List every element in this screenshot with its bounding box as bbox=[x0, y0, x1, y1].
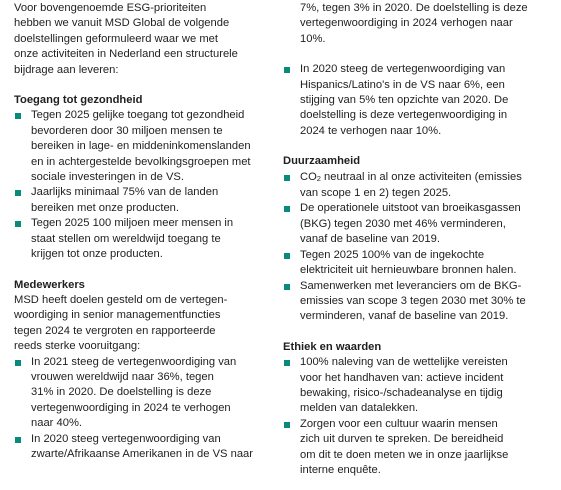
item-line: In 2021 steeg de vertegenwoordiging van bbox=[31, 355, 237, 368]
text-line: MSD heeft doelen gesteld om de vertegen- bbox=[14, 293, 228, 306]
square-bullet-icon bbox=[15, 190, 21, 196]
list-item bbox=[14, 432, 276, 463]
item-line: 31% in 2020. De doelstelling is deze bbox=[31, 386, 212, 399]
item-line: vrouwen wereldwijd naar 36%, tegen bbox=[31, 370, 214, 383]
text-line: tegen 2024 te vergroten en rapporteerde bbox=[14, 324, 216, 337]
spacer bbox=[283, 139, 545, 154]
list-item bbox=[283, 62, 545, 139]
square-bullet-icon bbox=[284, 206, 290, 212]
item-line: Samenwerken met leveranciers om de BKG- bbox=[300, 279, 522, 292]
item-line: sociale investeringen in de VS. bbox=[31, 171, 184, 184]
item-line: Tegen 2025 gelijke toegang tot gezondheid bbox=[31, 109, 245, 122]
item-line: 2024 te verhogen naar 10%. bbox=[300, 124, 442, 137]
intro-line: hebben we vanuit MSD Global de volgende bbox=[14, 17, 230, 30]
subscript-text: 2 bbox=[316, 173, 321, 183]
item-line: Hispanics/Latino's in de VS naar 6%, een bbox=[300, 78, 505, 91]
section-heading-ethiek: Ethiek en waarden bbox=[283, 340, 382, 353]
item-line: vanaf de baseline van 2019. bbox=[300, 233, 440, 246]
intro-line: bijdrage aan leveren: bbox=[14, 63, 119, 76]
square-bullet-icon bbox=[284, 253, 290, 259]
item-line: De operationele uitstoot van broeikasgassen bbox=[300, 202, 521, 215]
item-line: bevorderen door 30 miljoen mensen te bbox=[31, 124, 223, 137]
square-bullet-icon bbox=[284, 422, 290, 428]
item-line: Tegen 2025 100 miljoen meer mensen in bbox=[31, 217, 234, 230]
item-line: doelstelling is deze vertegenwoordiging in bbox=[300, 109, 508, 122]
item-line: 100% naleving van de wettelijke vereisten bbox=[300, 356, 508, 369]
section-heading-medewerkers: Medewerkers bbox=[14, 278, 85, 291]
toegang-list bbox=[14, 108, 276, 262]
item-line: emissies van scope 3 tegen 2030 met 30% te bbox=[300, 294, 526, 307]
item-line: bereiken met onze producten. bbox=[31, 201, 180, 214]
item-line: bewaking, risico-/schadeanalyse en tijdig bbox=[300, 386, 503, 399]
intro-paragraph bbox=[14, 1, 276, 78]
intro-line: doelstellingen geformuleerd waar we met bbox=[14, 32, 218, 45]
item-line: staat stellen om wereldwijd toegang te bbox=[31, 232, 221, 245]
square-bullet-icon bbox=[284, 67, 290, 73]
item-line: interne enquête. bbox=[300, 463, 381, 476]
square-bullet-icon bbox=[284, 175, 290, 181]
list-item bbox=[283, 355, 545, 417]
ethiek-list bbox=[283, 355, 545, 478]
text-line: woordiging in senior managementfuncties bbox=[14, 309, 221, 322]
intro-line: Voor bovengenoemde ESG-prioriteiten bbox=[14, 2, 207, 14]
item-line: elektriciteit uit hernieuwbare bronnen halen. bbox=[300, 264, 517, 277]
list-item bbox=[283, 170, 545, 202]
item-line: verminderen, vanaf de baseline van 2019. bbox=[300, 310, 509, 323]
medewerkers-list bbox=[14, 355, 276, 463]
medewerkers-list-continued bbox=[283, 62, 545, 139]
medewerkers-continuation bbox=[283, 1, 545, 47]
list-item bbox=[14, 108, 276, 185]
list-item bbox=[14, 355, 276, 432]
text-line: reeds sterke vooruitgang: bbox=[14, 340, 141, 353]
spacer bbox=[283, 325, 545, 340]
item-line: In 2020 steeg de vertegenwoordiging van bbox=[300, 63, 506, 76]
item-line: en in achtergestelde bevolkingsgroepen met bbox=[31, 155, 251, 168]
item-line: vertegenwoordiging in 2024 verhogen naar bbox=[300, 17, 513, 30]
item-line: In 2020 steeg vertegenwoordiging van bbox=[31, 432, 221, 445]
section-heading-toegang: Toegang tot gezondheid bbox=[14, 94, 143, 107]
left-column bbox=[14, 1, 276, 462]
item-line: krijgen tot onze producten. bbox=[31, 248, 163, 261]
item-line: Tegen 2025 100% van de ingekochte bbox=[300, 248, 485, 261]
right-column bbox=[283, 1, 545, 478]
square-bullet-icon bbox=[15, 437, 21, 443]
spacer bbox=[14, 263, 276, 278]
list-item bbox=[283, 417, 545, 479]
list-item bbox=[14, 185, 276, 216]
item-text: CO bbox=[300, 170, 317, 183]
item-line: bereiken in lage- en middeninkomenslanden bbox=[31, 140, 251, 153]
item-line: melden van datalekken. bbox=[300, 402, 419, 415]
item-line: van scope 1 en 2) tegen 2025. bbox=[300, 187, 452, 200]
section-heading-duurzaamheid: Duurzaamheid bbox=[283, 155, 361, 168]
square-bullet-icon bbox=[15, 360, 21, 366]
item-line: 7%, tegen 3% in 2020. De doelstelling is deze bbox=[300, 2, 528, 14]
item-line: voor het handhaven van: actieve incident bbox=[300, 371, 504, 384]
intro-line: onze activiteiten in Nederland een structurele bbox=[14, 48, 238, 61]
item-text: neutraal in al onze activiteiten (emissies bbox=[320, 170, 522, 183]
item-line: naar 40%. bbox=[31, 417, 82, 430]
square-bullet-icon bbox=[15, 221, 21, 227]
medewerkers-paragraph bbox=[14, 293, 276, 355]
square-bullet-icon bbox=[284, 360, 290, 366]
square-bullet-icon bbox=[284, 284, 290, 290]
item-line: Zorgen voor een cultuur waarin mensen bbox=[300, 417, 498, 430]
list-item bbox=[283, 279, 545, 325]
item-line: zich uit durven te spreken. De bereidheid bbox=[300, 433, 504, 446]
item-line: om dit te doen meten we in onze jaarlijkse bbox=[300, 448, 509, 461]
list-item bbox=[283, 248, 545, 279]
list-item bbox=[14, 216, 276, 262]
square-bullet-icon bbox=[15, 113, 21, 119]
item-line: vertegenwoordiging in 2024 te verhogen bbox=[31, 401, 231, 414]
duurzaamheid-list bbox=[283, 170, 545, 325]
item-line: stijging van 5% ten opzichte van 2020. De bbox=[300, 94, 509, 107]
item-line: 10%. bbox=[300, 32, 326, 45]
list-item bbox=[283, 201, 545, 247]
item-line: (BKG) tegen 2030 met 46% verminderen, bbox=[300, 217, 506, 230]
item-line: zwarte/Afrikaanse Amerikanen in de VS naar bbox=[31, 447, 254, 460]
item-line: Jaarlijks minimaal 75% van de landen bbox=[31, 186, 219, 199]
